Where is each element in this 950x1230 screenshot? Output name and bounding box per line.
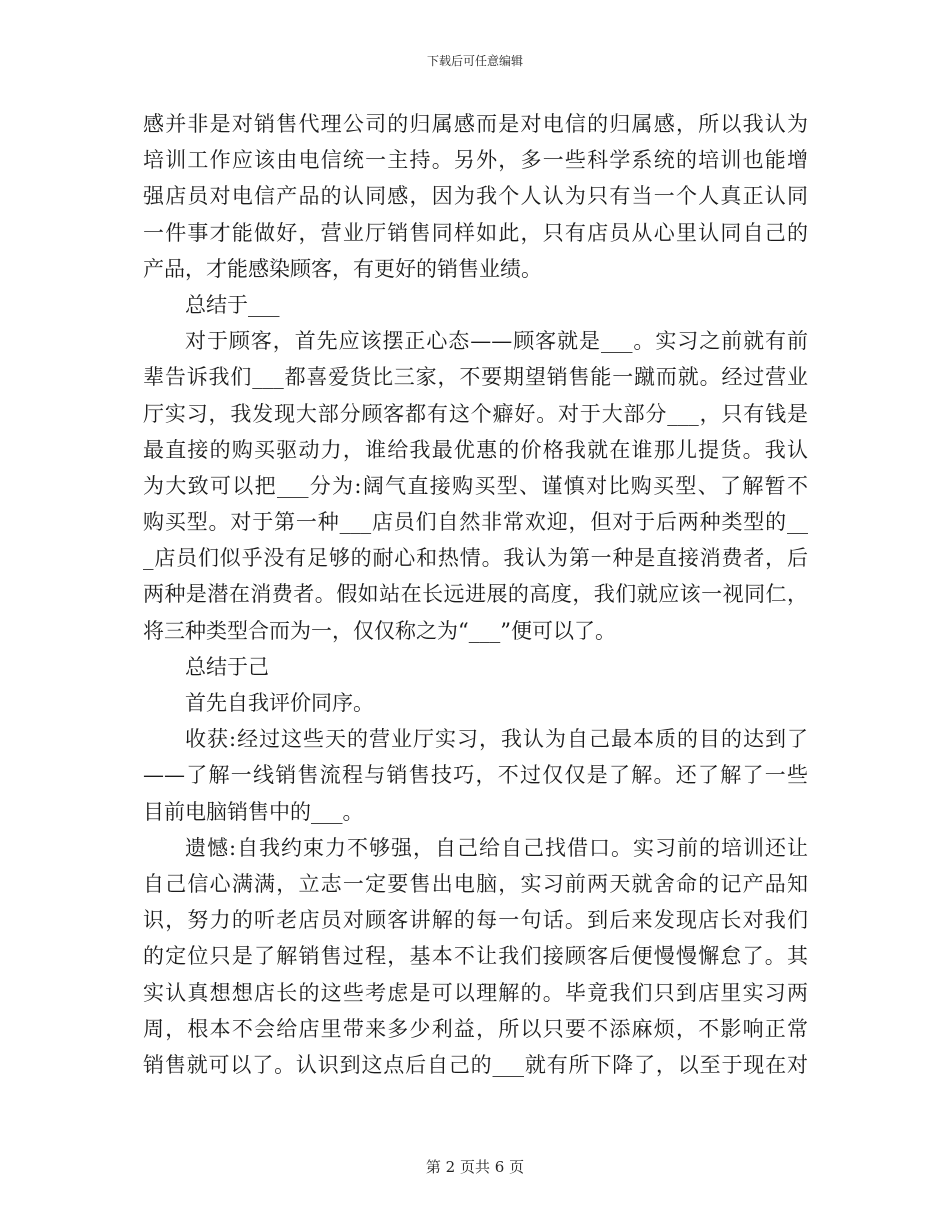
text-line: 识，努力的听老店员对顾客讲解的每一句话。到后来发现店长对我们 (143, 908, 808, 933)
text-line: 目前电脑销售中的___。 (143, 799, 364, 824)
text-line: 强店员对电信产品的认同感，因为我个人认为只有当一个人真正认同 (143, 184, 808, 209)
text-line: 总结于___ (185, 292, 280, 317)
text-line: 为大致可以把___分为:阔气直接购买型、谨慎对比购买型、了解暂不 (143, 473, 808, 498)
text-line: 实认真想想店长的这些考虑是可以理解的。毕竟我们只到店里实习两 (143, 980, 808, 1005)
text-line: 两种是潜在消费者。假如站在长远进展的高度，我们就应该一视同仁， (143, 582, 808, 607)
text-line: 周，根本不会给店里带来多少利益，所以只要不添麻烦，不影响正常 (143, 1016, 808, 1041)
text-line: 总结于己 (185, 654, 269, 679)
text-line: 辈告诉我们___都喜爱货比三家，不要期望销售能一蹴而就。经过营业 (143, 365, 808, 390)
text-line: ——了解一线销售流程与销售技巧，不过仅仅是了解。还了解了一些 (143, 763, 808, 788)
text-line: 收获:经过这些天的营业厅实习，我认为自己最本质的目的达到了 (185, 727, 808, 752)
text-line: 遗憾:自我约束力不够强，自己给自己找借口。实习前的培训还让 (185, 835, 808, 860)
text-line: 的定位只是了解销售过程，基本不让我们接顾客后便慢慢懈怠了。其 (143, 944, 808, 969)
text-line: 销售就可以了。认识到这点后自己的___就有所下降了，以至于现在对 (143, 1052, 808, 1077)
text-line: 感并非是对销售代理公司的归属感而是对电信的归属感，所以我认为 (143, 112, 808, 136)
text-line: 厅实习，我发现大部分顾客都有这个癖好。对于大部分___，只有钱是 (143, 401, 808, 426)
text-line: 将三种类型合而为一，仅仅称之为“___”便可以了。 (143, 618, 616, 643)
text-line: 最直接的购买驱动力，谁给我最优惠的价格我就在谁那儿提货。我认 (143, 437, 808, 462)
document-body (143, 106, 808, 1083)
page-footer: 第 2 页共 6 页 (425, 1158, 525, 1176)
text-line: 首先自我评价同序。 (185, 691, 374, 715)
text-line: 对于顾客，首先应该摆正心态——顾客就是___。实习之前就有前 (185, 329, 808, 354)
page-header: 下载后可任意编辑 (426, 54, 523, 68)
text-line: 自己信心满满，立志一定要售出电脑，实习前两天就舍命的记产品知 (143, 871, 808, 896)
text-line: 产品，才能感染顾客，有更好的销售业绩。 (143, 256, 542, 281)
text-line: 一件事才能做好，营业厅销售同样如此，只有店员从心里认同自己的 (143, 220, 808, 245)
text-line: _店员们似乎没有足够的耐心和热情。我认为第一种是直接消费者，后 (143, 546, 808, 571)
text-line: 购买型。对于第一种___店员们自然非常欢迎，但对于后两种类型的__ (143, 510, 808, 535)
text-line: 培训工作应该由电信统一主持。另外，多一些科学系统的培训也能增 (143, 148, 808, 173)
